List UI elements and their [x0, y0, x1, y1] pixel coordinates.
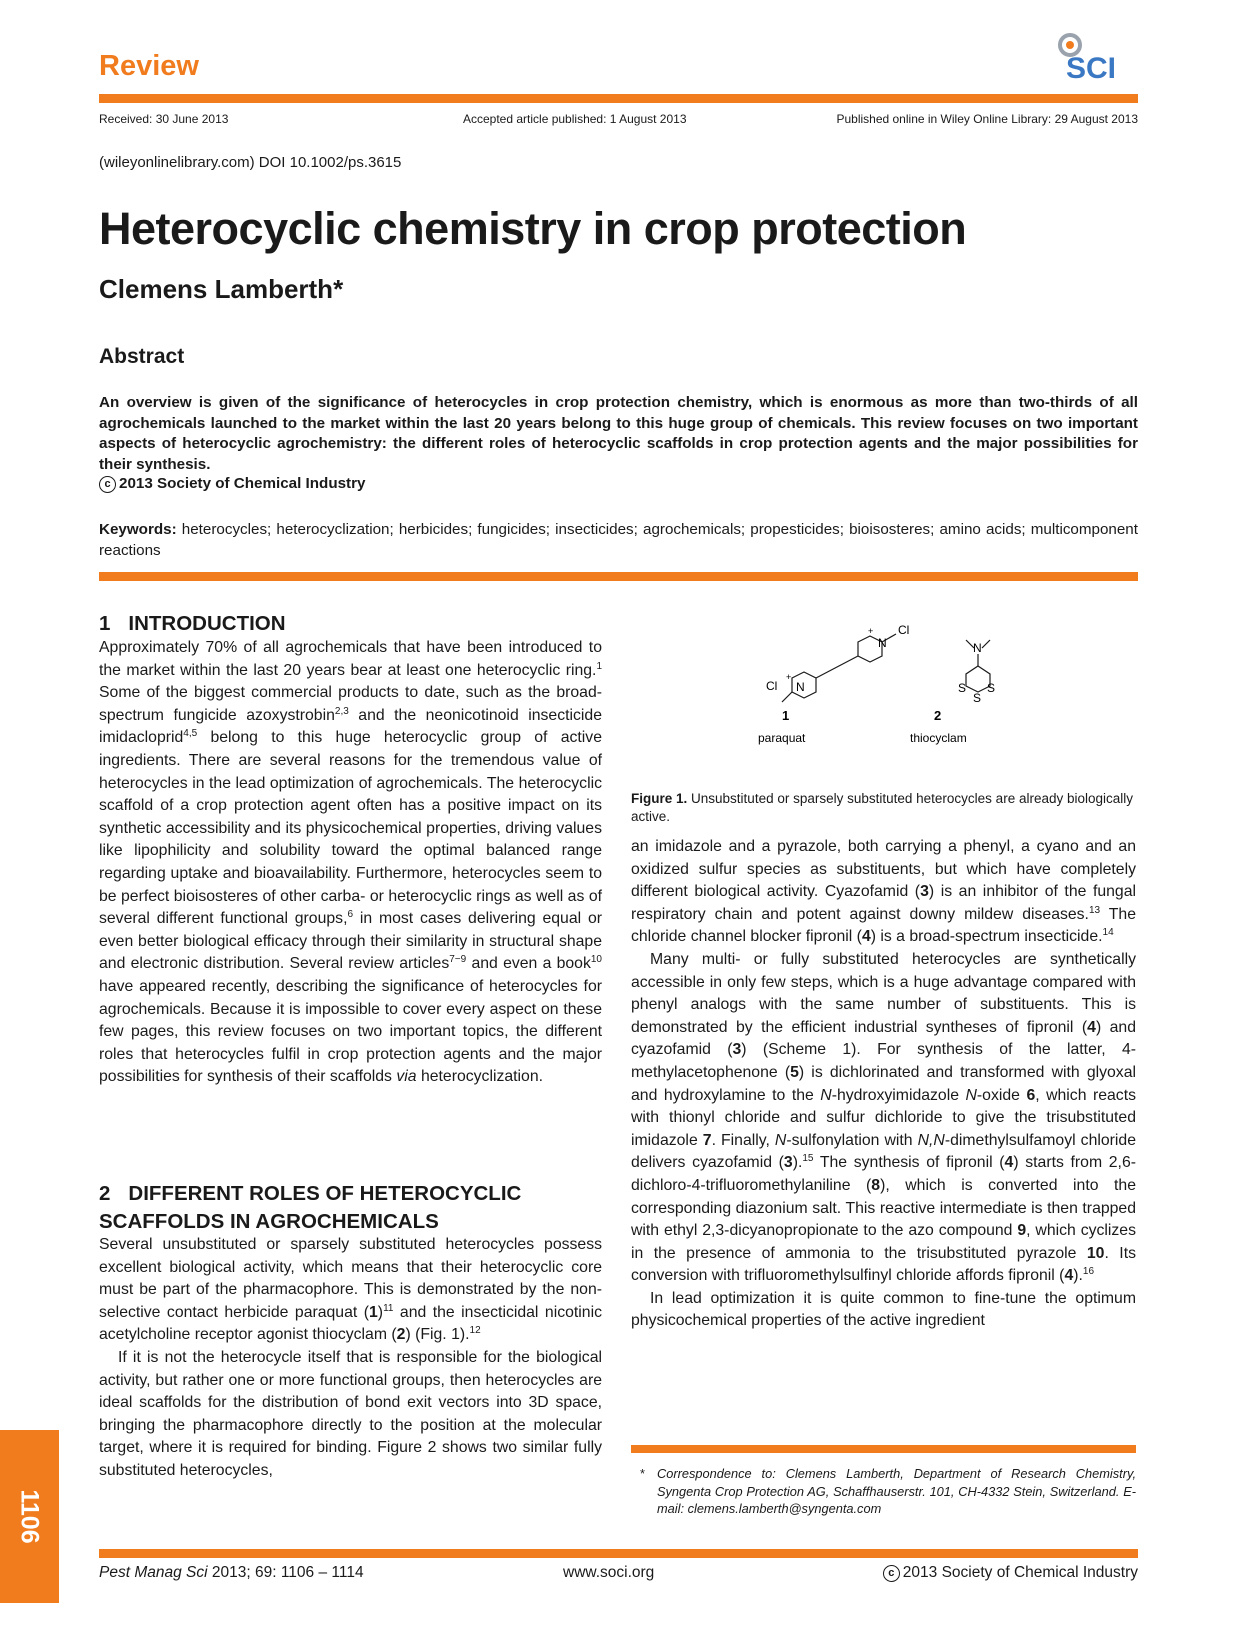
section-label: Review — [99, 50, 199, 82]
article-title: Heterocyclic chemistry in crop protection — [99, 203, 967, 254]
paragraph: Many multi- or fully substituted heterocycles are synthetically accessible in only few steps, which is a huge advantage compared with phenyl analogs with the same number of substituents. This is demonstrated by the efficient industrial syntheses of fipronil (4) and cyazofamid (3) (Scheme 1). For synthesis of the latter, 4-methylacetophenone (5) is dichlorinated and transformed with glyoxal and hydroxylamine to the N-hydroxyimidazole N-oxide 6, which reacts with thionyl chloride and sulfur dichloride to give the trisubstituted imidazole 7. Finally, N-sulfonylation with N,N-dimethylsulfamoyl chloride delivers cyazofamid (3).$^{15}$ The synthesis of fipronil (4) starts from 2,6-dichloro-4-trifluoromethylaniline (8), which is converted into the corresponding diazonium salt. This reactive intermediate is then trapped with ethyl 2,3-dicyanopropionate to the azo compound 9, which cyclizes in the presence of ammonia to the trisubstituted pyrazole 10. Its conversion with trifluoromethylsulfinyl chloride affords fipronil (4).$^{16}$ — [631, 950, 1136, 1285]
chem-label: N — [878, 636, 887, 650]
section-2-body — [99, 1234, 602, 1483]
section-1-body — [99, 637, 602, 1089]
chem-label: Cl — [766, 679, 778, 693]
author: Clemens Lamberth* — [99, 274, 344, 304]
figure-1-structures — [740, 620, 1070, 780]
footer-copyright: c 2013 Society of Chemical Industry — [883, 1564, 1138, 1582]
paragraph: If it is not the heterocycle itself that is responsible for the biological activity, but rather one or more functional groups, then heterocycles are ideal scaffolds for the distribution of bond exit vectors into 3D space, bringing the pharmacophore directly to the position at the molecular target, where it is required for binding. Figure 2 shows two similar fully substituted heterocycles, — [99, 1348, 602, 1479]
journal-citation: Pest Manag Sci 2013; 69: 1106 – 1114 — [99, 1564, 364, 1581]
chem-label: N — [796, 680, 805, 694]
abstract-copyright: c 2013 Society of Chemical Industry — [99, 475, 365, 493]
page-number: 1106 — [16, 1489, 44, 1544]
correspondence-footnote: * Correspondence to: Clemens Lamberth, Department of Research Chemistry, Syngenta Crop Protection AG, Schaffhauserstr. 101, CH-4332 Stein, Switzerland. E-mail: clemens.lamberth@syngenta.com — [640, 1466, 1136, 1516]
header-rule — [99, 94, 1138, 103]
keywords — [99, 519, 1138, 561]
chem-label: S — [973, 691, 982, 705]
chem-label: S — [987, 681, 996, 695]
chem-label: S — [958, 681, 967, 695]
chem-label: + — [868, 626, 874, 636]
compound-name: paraquat — [758, 731, 806, 745]
right-column-body — [631, 836, 1136, 1333]
sci-logo-text: SCI — [1066, 52, 1117, 84]
abstract-rule — [99, 572, 1138, 581]
copyright-icon: c — [883, 1565, 900, 1582]
section-2-heading: 2 DIFFERENT ROLES OF HETEROCYCLIC SCAFFOLDS IN AGROCHEMICALS — [99, 1182, 522, 1233]
compound-number: 2 — [934, 708, 942, 723]
paragraph: In lead optimization it is quite common to fine-tune the optimum physicochemical properties of the active ingredient — [631, 1289, 1136, 1330]
accepted-date: Accepted article published: 1 August 2013 — [463, 112, 687, 126]
published-date: Published online in Wiley Online Library: 29 August 2013 — [836, 112, 1138, 126]
figure-1-caption: Figure 1. Unsubstituted or sparsely substituted heterocycles are already biologically active. — [631, 791, 1134, 824]
paragraph: Approximately 70% of all agrochemicals that have been introduced to the market within the last 20 years bear at least one heterocyclic ring.$^1$ Some of the biggest commercial products to date, such as the broad-spectrum fungicide azoxystrobin$^{2,3}$ and the neonicotinoid insecticide imidacloprid$^{4,5}$ belong to this huge heterocyclic group of active ingredients. There are several reasons for the tremendous value of heterocycles in the lead optimization of agrochemicals. The heterocyclic scaffold of a crop protection agent often has a positive impact on its synthetic accessibility and its physicochemical properties, driving values like lipophilicity and solubility toward the optimal balanced range regarding uptake and bioavailability. Furthermore, heterocycles seem to be perfect bioisosteres of other carba- or heterocyclic rings as well as of several different functional groups,$^6$ in most cases delivering equal or even better biological efficacy through their similarity in structural shape and electronic distribution. Several review articles$^{7-9}$ and even a book$^{10}$ have appeared recently, describing the significance of heterocycles for agrochemicals. Because it is impossible to cover every aspect on these few pages, this review focuses on two important topics, the different roles that heterocycles fulfil in crop protection agents and the major possibilities for synthesis of their scaffolds via heterocyclization. — [99, 639, 602, 1086]
footnote-rule — [631, 1445, 1136, 1453]
doi[interactable]: (wileyonlinelibrary.com) DOI 10.1002/ps.3615 — [99, 154, 402, 171]
abstract-text: An overview is given of the significance of heterocycles in crop protection chemistry, which is enormous as more than two-thirds of all agrochemicals launched to the market within the last 20 years belong to this huge group of chemicals. This review focuses on two important aspects of heterocyclic agrochemistry: the different roles of heterocyclic scaffolds in crop protection agents and the major possibilities for their synthesis. — [99, 394, 1138, 473]
abstract-heading: Abstract — [99, 345, 185, 368]
chem-label: Cl — [898, 623, 910, 637]
paragraph: Several unsubstituted or sparsely substituted heterocycles possess excellent biological activity, which means that their heterocyclic core must be part of the pharmacophore. This is demonstrated by the non-selective contact herbicide paraquat $(1)^{11}$ and the insecticidal nicotinic acetylcholine receptor agonist thiocyclam (2) (Fig. 1).$^{12}$ — [99, 1236, 602, 1344]
compound-name: thiocyclam — [910, 731, 967, 745]
keywords-label: Keywords: — [99, 521, 177, 538]
received-date: Received: 30 June 2013 — [99, 112, 229, 126]
footer-rule — [99, 1549, 1138, 1558]
keywords-text: heterocycles; heterocyclization; herbicides; fungicides; insecticides; agrochemicals; propesticides; bioisosteres; amino acids; multicomponent reactions — [99, 521, 1138, 559]
chem-label: + — [786, 672, 792, 682]
copyright-icon: c — [99, 476, 116, 493]
sci-logo — [1052, 28, 1138, 84]
paragraph: an imidazole and a pyrazole, both carrying a phenyl, a cyano and an oxidized sulfur species as substituents, but which have completely different biological activity. Cyazofamid (3) is an inhibitor of the fungal respiratory chain and potent against downy mildew diseases.$^{13}$ The chloride channel blocker fipronil (4) is a broad-spectrum insecticide.$^{14}$ — [631, 838, 1136, 946]
website-link[interactable]: www.soci.org — [563, 1564, 655, 1581]
compound-number: 1 — [782, 708, 790, 723]
section-1-heading: 1 INTRODUCTION — [99, 612, 286, 635]
chem-label: N — [973, 641, 982, 655]
